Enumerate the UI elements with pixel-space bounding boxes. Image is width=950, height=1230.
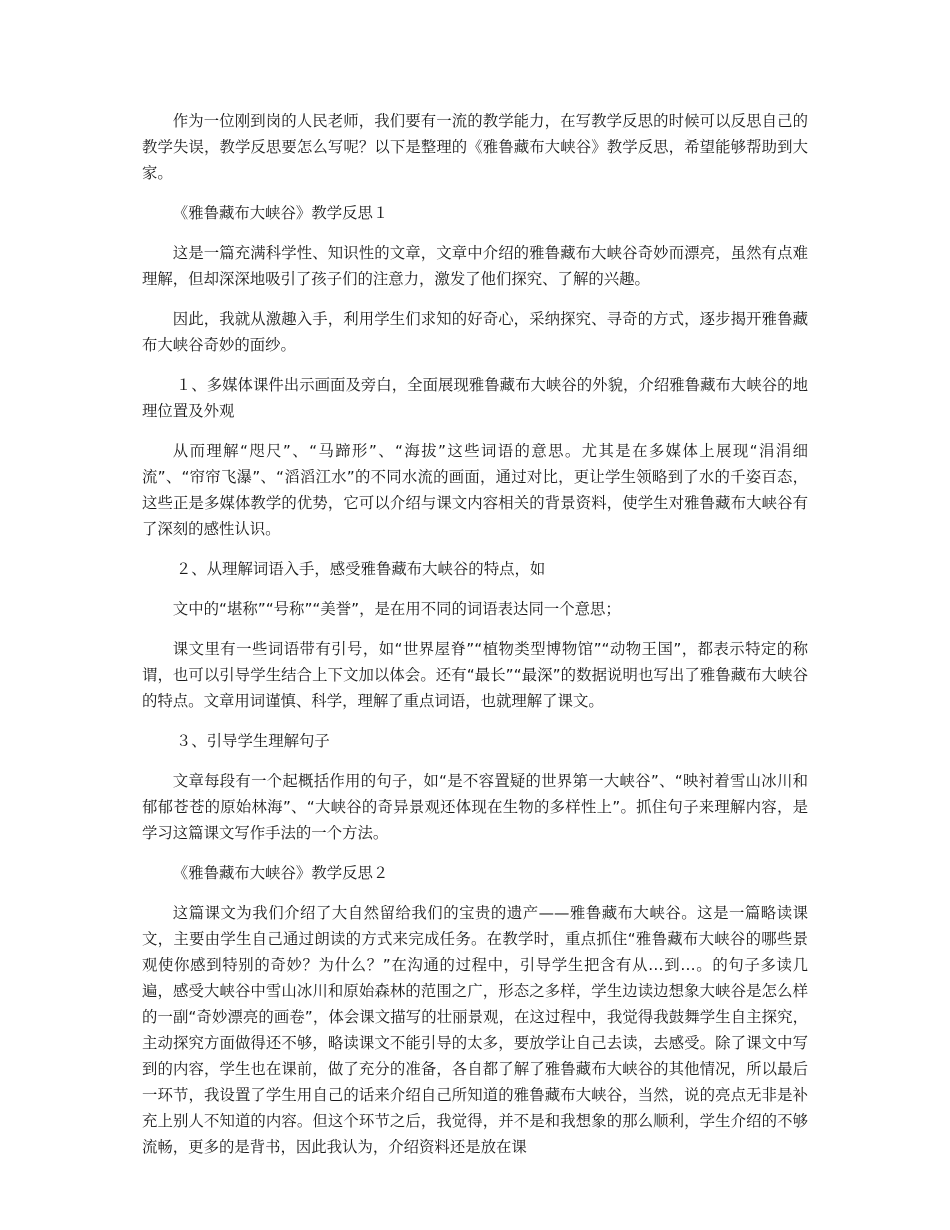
body-paragraph: 文中的“堪称”“号称”“美誉”，是在用不同的词语表达同一个意思； <box>172 600 621 618</box>
numbered-point-1: １、多媒体课件出示画面及旁白，全面展现雅鲁藏布大峡谷的外貌，介绍雅鲁藏布大峡谷的地理位置及外观 <box>142 376 808 420</box>
section-heading-2: 《雅鲁藏布大峡谷》教学反思２ <box>172 864 389 882</box>
body-paragraph: 从而理解“咫尺”、“马蹄形”、“海拔”这些词语的意思。尤其是在多媒体上展现“涓涓细流”、“帘帘飞瀑”、“滔滔江水”的不同水流的画面，通过对比，更让学生领略到了水的千姿百态，这些正是多媒体教学的优势，它可以介绍与课文内容相关的背景资料，使学生对雅鲁藏布大峡谷有了深刻的感性认识。 <box>142 442 808 538</box>
body-paragraph: 这是一篇充满科学性、知识性的文章，文章中介绍的雅鲁藏布大峡谷奇妙而漂亮，虽然有点难理解，但却深深地吸引了孩子们的注意力，激发了他们探究、了解的兴趣。 <box>142 244 808 288</box>
body-paragraph: 课文里有一些词语带有引号，如“世界屋脊”“植物类型博物馆”“动物王国”，都表示特定的称谓，也可以引导学生结合上下文加以体会。还有“最长”“最深”的数据说明也写出了雅鲁藏布大峡谷的特点。文章用词谨慎、科学，理解了重点词语，也就理解了课文。 <box>142 640 808 710</box>
body-paragraph: 文章每段有一个起概括作用的句子，如“是不容置疑的世界第一大峡谷”、“映衬着雪山冰川和郁郁苍苍的原始林海”、“大峡谷的奇异景观还体现在生物的多样性上”。抓住句子来理解内容，是学习这篇课文写作手法的一个方法。 <box>142 772 808 842</box>
intro-paragraph: 作为一位刚到岗的人民老师，我们要有一流的教学能力，在写教学反思的时候可以反思自己的教学失误，教学反思要怎么写呢？以下是整理的《雅鲁藏布大峡谷》教学反思，希望能够帮助到大家。 <box>142 112 808 182</box>
numbered-point-2: ２、从理解词语入手，感受雅鲁藏布大峡谷的特点，如 <box>175 560 546 578</box>
section-heading-1: 《雅鲁藏布大峡谷》教学反思１ <box>172 204 389 222</box>
numbered-point-3: ３、引导学生理解句子 <box>175 732 330 750</box>
body-paragraph: 这篇课文为我们介绍了大自然留给我们的宝贵的遗产——雅鲁藏布大峡谷。这是一篇略读课文，主要由学生自己通过朗读的方式来完成任务。在教学时，重点抓住“雅鲁藏布大峡谷的哪些景观使你感到特别的奇妙？为什么？”在沟通的过程中，引导学生把含有从…到…。的句子多读几遍，感受大峡谷中雪山冰川和原始森林的范围之广，形态之多样，学生边读边想象大峡谷是怎么样的一副“奇妙漂亮的画卷”，体会课文描写的壮丽景观，在这过程中，我觉得我鼓舞学生自主探究，主动探究方面做得还不够，略读课文不能引导的太多，要放学让自己去读，去感受。除了课文中写到的内容，学生也在课前，做了充分的准备，各自都了解了雅鲁藏布大峡谷的其他情况，所以最后一环节，我设置了学生用自己的话来介绍自己所知道的雅鲁藏布大峡谷，当然，说的亮点无非是补充上别人不知道的内容。但这个环节之后，我觉得，并不是和我想象的那么顺利，学生介绍的不够流畅，更多的是背书，因此我认为，介绍资料还是放在课 <box>142 904 808 1156</box>
body-paragraph: 因此，我就从激趣入手，利用学生们求知的好奇心，采纳探究、寻奇的方式，逐步揭开雅鲁藏布大峡谷奇妙的面纱。 <box>142 310 808 354</box>
document-page <box>142 108 808 1174</box>
